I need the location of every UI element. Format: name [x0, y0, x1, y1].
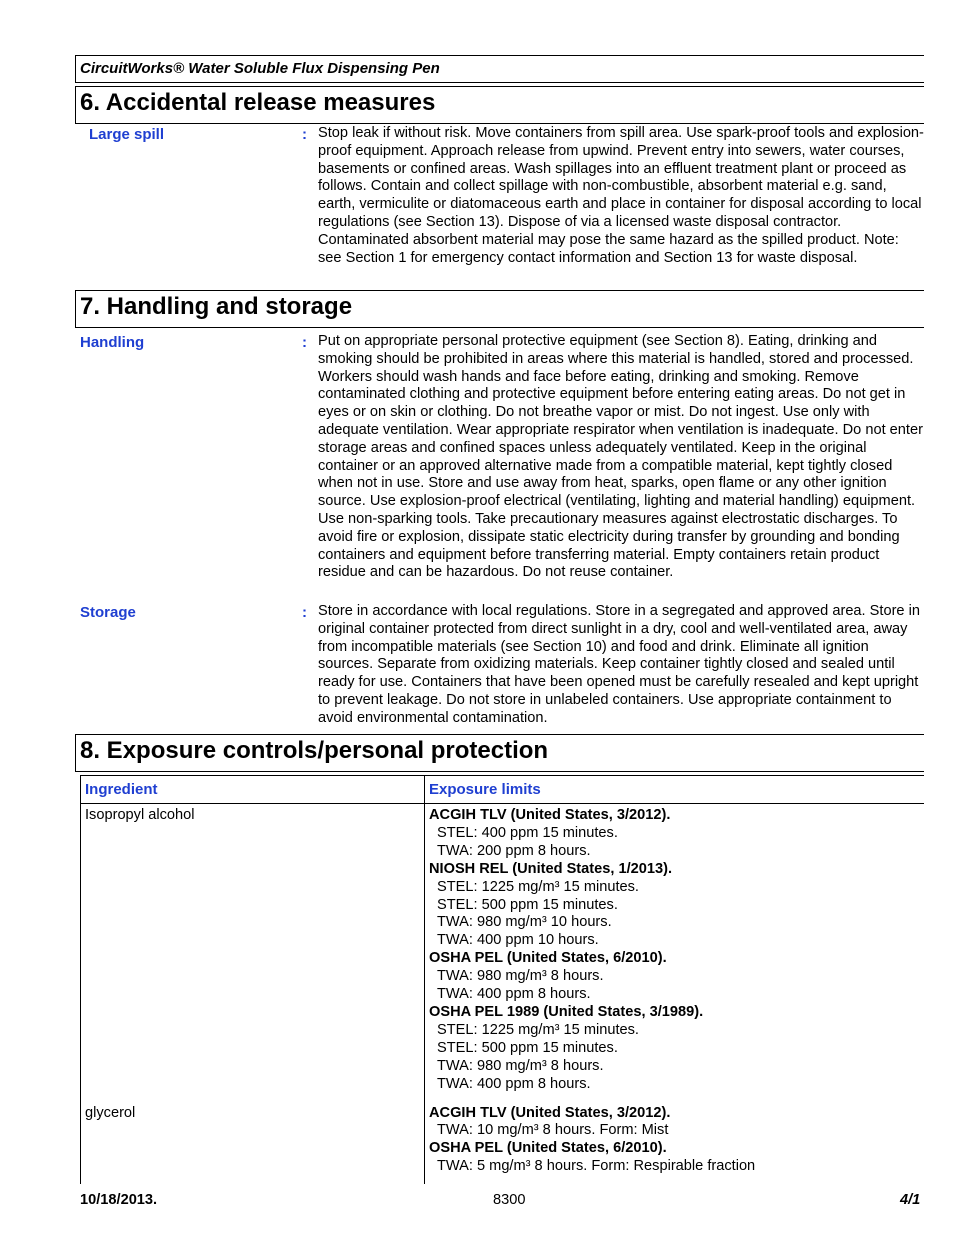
regulation-heading: OSHA PEL (United States, 6/2010).	[429, 1140, 667, 1157]
table-header-row	[81, 776, 925, 804]
limit-value: TWA: 980 mg/m³ 8 hours.	[437, 1057, 604, 1074]
section-7-title: 7. Handling and storage	[80, 293, 353, 320]
large-spill-label: Large spill	[89, 126, 165, 143]
limit-value: TWA: 200 ppm 8 hours.	[437, 842, 591, 859]
label-colon: :	[302, 126, 307, 143]
limit-value: STEL: 500 ppm 15 minutes.	[437, 1039, 618, 1056]
product-name: CircuitWorks® Water Soluble Flux Dispensing Pen	[80, 60, 440, 77]
table-row	[81, 804, 925, 1102]
ingredient-column-header: Ingredient	[81, 776, 425, 804]
ingredient-cell: Isopropyl alcohol	[81, 804, 425, 1102]
limit-value: TWA: 980 mg/m³ 8 hours.	[437, 968, 604, 985]
exposure-limits-table	[80, 775, 924, 1184]
regulation-heading: OSHA PEL (United States, 6/2010).	[429, 950, 667, 967]
limit-value: STEL: 400 ppm 15 minutes.	[437, 824, 618, 841]
regulation-heading: ACGIH TLV (United States, 3/2012).	[429, 1104, 671, 1121]
limit-value: STEL: 1225 mg/m³ 15 minutes.	[437, 1021, 639, 1038]
footer-code: 8300	[493, 1192, 526, 1208]
regulation-heading: OSHA PEL 1989 (United States, 3/1989).	[429, 1003, 704, 1020]
table-row	[81, 1102, 925, 1185]
label-colon: :	[302, 334, 307, 351]
limit-value: TWA: 400 ppm 8 hours.	[437, 986, 591, 1003]
limit-value: TWA: 400 ppm 10 hours.	[437, 932, 599, 949]
storage-text: Store in accordance with local regulations. Store in a segregated and approved area. Store in original container protected from direct sunlight in a dry, cool and well-ventilated area, away from incompatible materials (see Section 10) and food and drink. Eliminate all ignition sources. Separate from oxidizing materials. Keep container tightly closed and sealed until ready for use. Containers that have been opened must be carefully resealed and kept upright to prevent leakage. Do not store in unlabeled containers. Use appropriate containment to avoid environmental contamination.	[318, 603, 920, 726]
exposure-limits-column-header: Exposure limits	[425, 776, 925, 804]
regulation-heading: NIOSH REL (United States, 1/2013).	[429, 860, 673, 877]
storage-label: Storage	[80, 604, 136, 621]
limit-value: STEL: 1225 mg/m³ 15 minutes.	[437, 878, 639, 895]
limit-value: TWA: 400 ppm 8 hours.	[437, 1075, 591, 1092]
ingredient-cell: glycerol	[81, 1102, 425, 1185]
limits-cell	[425, 1102, 925, 1185]
footer-date: 10/18/2013.	[80, 1192, 158, 1208]
section-6-title: 6. Accidental release measures	[80, 89, 436, 116]
page-number: 4/1	[900, 1192, 921, 1208]
large-spill-text: Stop leak if without risk. Move containers from spill area. Use spark-proof tools and explosion-proof equipment. Approach release from upwind. Prevent entry into sewers, water courses, basements or confined areas. Wash spillages into an effluent treatment plant or proceed as follows. Contain and collect spillage with non-combustible, absorbent material e.g. sand, earth, vermiculite or diatomaceous earth and place in container for disposal according to local regulations (see Section 13). Dispose of via a licensed waste disposal contractor. Contaminated absorbent material may pose the same hazard as the spilled product. Note: see Section 1 for emergency contact information and Section 13 for waste disposal.	[318, 125, 924, 266]
section-6-heading	[75, 86, 924, 124]
regulation-heading: ACGIH TLV (United States, 3/2012).	[429, 807, 671, 823]
handling-label: Handling	[80, 334, 145, 351]
limit-value: TWA: 10 mg/m³ 8 hours. Form: Mist	[437, 1122, 669, 1139]
limit-value: TWA: 980 mg/m³ 10 hours.	[437, 914, 612, 931]
limit-value: STEL: 500 ppm 15 minutes.	[437, 896, 618, 913]
section-8-title: 8. Exposure controls/personal protection	[80, 737, 549, 764]
limits-cell	[425, 804, 925, 1102]
document-header	[75, 55, 924, 83]
limit-value: TWA: 5 mg/m³ 8 hours. Form: Respirable fraction	[437, 1158, 756, 1175]
section-8-heading	[75, 734, 924, 772]
label-colon: :	[302, 604, 307, 621]
handling-text: Put on appropriate personal protective equipment (see Section 8). Eating, drinking and smoking should be prohibited in areas where this material is handled, stored and processed. Workers should wash hands and face before eating, drinking and smoking. Remove contaminated clothing and protective equipment before entering eating areas. Do not get in eyes or on skin or clothing. Do not breathe vapor or mist. Do not ingest. Use only with adequate ventilation. Wear appropriate respirator when ventilation is inadequate. Do not enter storage areas and confined spaces unless adequately ventilated. Keep in the original container or an approved alternative made from a compatible material, kept tightly closed when not in use. Store and use away from heat, sparks, open flame or any other ignition source. Use explosion-proof electrical (ventilating, lighting and material handling) equipment. Use non-sparking tools. Take precautionary measures against electrostatic discharges. To avoid fire or explosion, dissipate static electricity during transfer by grounding and bonding containers and equipment before transferring material. Empty containers retain product residue and can be hazardous. Do not reuse container.	[318, 333, 923, 581]
section-7-heading	[75, 290, 924, 328]
